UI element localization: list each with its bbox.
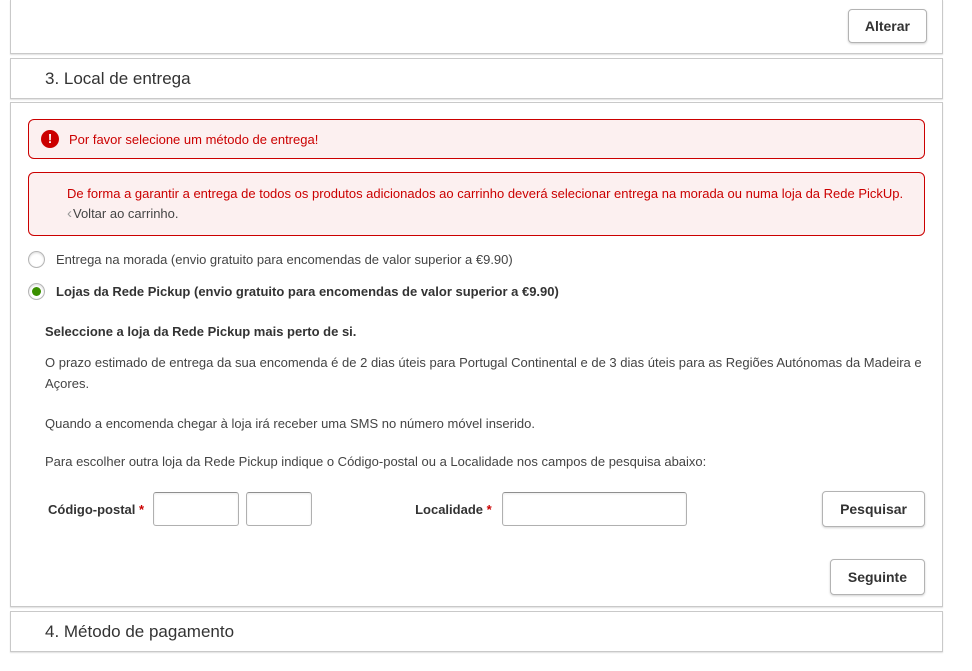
- search-button[interactable]: Pesquisar: [822, 491, 925, 527]
- next-row: [28, 559, 925, 596]
- locality-input[interactable]: [502, 492, 687, 526]
- section-title-payment: 4. Método de pagamento: [45, 621, 235, 641]
- postal-code-input-2[interactable]: [246, 492, 312, 526]
- error-icon: !: [41, 130, 59, 148]
- radio-button-pickup-stores[interactable]: [28, 283, 45, 300]
- change-button[interactable]: Alterar: [848, 9, 927, 43]
- section-header-payment: [10, 611, 943, 652]
- back-to-cart-link[interactable]: [67, 204, 912, 224]
- shipping-option-pickup-stores[interactable]: [28, 283, 925, 300]
- warning-message: De forma a garantir a entrega de todos os produtos adicionados ao carrinho deverá selecionar entrega na morada ou numa loja da Rede PickUp.: [67, 186, 904, 201]
- sms-note-text: Quando a encomenda chegar à loja irá receber uma SMS no número móvel inserido.: [45, 416, 535, 431]
- locality-label-text: Localidade: [415, 501, 483, 517]
- store-search-form: [48, 490, 925, 528]
- shipping-option-home-delivery[interactable]: [28, 251, 925, 268]
- pickup-info-heading: Seleccione a loja da Rede Pickup mais perto de si.: [45, 324, 357, 339]
- section-title-delivery: 3. Local de entrega: [45, 68, 191, 88]
- chevron-left-icon: ‹: [67, 205, 72, 222]
- locality-label: [415, 502, 492, 517]
- postal-code-label-text: Código-postal: [48, 501, 136, 517]
- section-header-delivery: [10, 58, 943, 99]
- postal-code-required-marker: *: [139, 501, 145, 517]
- search-hint-text: Para escolher outra loja da Rede Pickup indique o Código-postal ou a Localidade nos campos de pesquisa abaixo:: [45, 454, 707, 469]
- pickup-info-block: [45, 324, 925, 472]
- shipping-option-home-delivery-label: Entrega na morada (envio gratuito para encomendas de valor superior a €9.90): [56, 252, 513, 267]
- back-to-cart-label: Voltar ao carrinho.: [73, 206, 179, 221]
- next-button[interactable]: Seguinte: [830, 559, 925, 595]
- error-alert: [28, 119, 925, 159]
- delivery-panel: [10, 102, 943, 607]
- locality-required-marker: *: [486, 501, 492, 517]
- postal-code-input-1[interactable]: [153, 492, 239, 526]
- shipping-option-pickup-stores-label: Lojas da Rede Pickup (envio gratuito para encomendas de valor superior a €9.90): [56, 284, 559, 299]
- warning-alert: [28, 172, 925, 236]
- previous-step-panel: [10, 0, 943, 54]
- radio-button-home-delivery[interactable]: [28, 251, 45, 268]
- error-message: Por favor selecione um método de entrega!: [69, 131, 319, 147]
- postal-code-label: [48, 502, 144, 517]
- checkout-page: [10, 0, 943, 652]
- delivery-time-text: O prazo estimado de entrega da sua encomenda é de 2 dias úteis para Portugal Continental e de 3 dias úteis para as Regiões Autónomas da Madeira e Açores.: [45, 355, 922, 391]
